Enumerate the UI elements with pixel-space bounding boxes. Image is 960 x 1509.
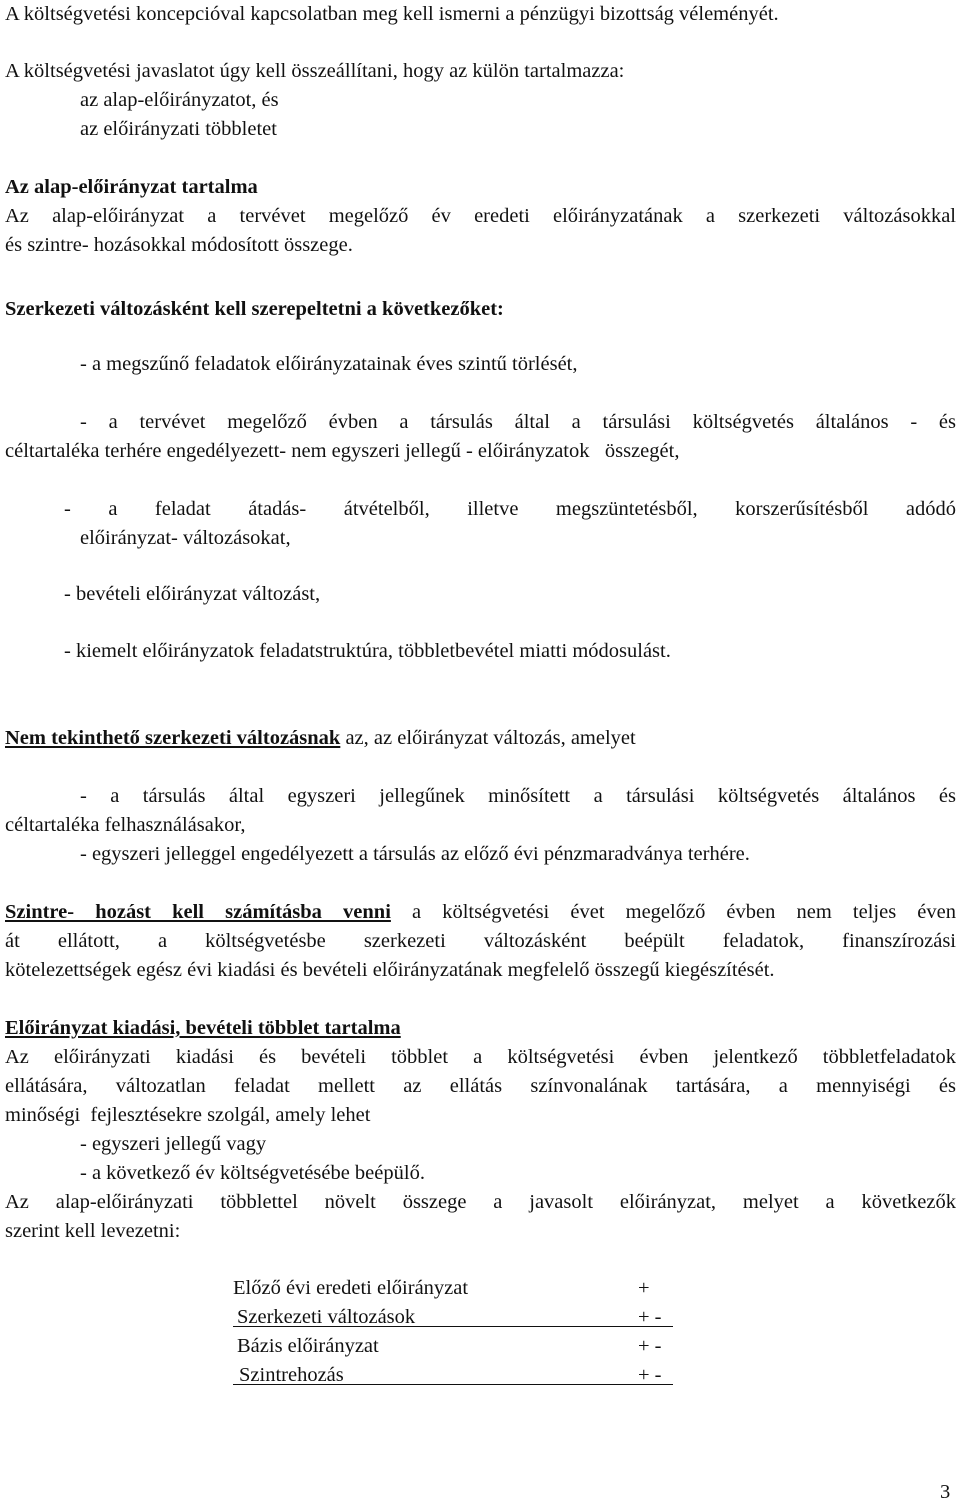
list-item: - a társulás által egyszeri jellegűnek minősített a társulási költségvetés általános és [80, 785, 956, 807]
calc-row-label: Szintrehozás [239, 1364, 344, 1386]
paragraph-line: Az előirányzati kiadási és bevételi többlet a költségvetési évben jelentkező többletfeladatok [5, 1046, 956, 1068]
calc-row-label: Szerkezeti változások [237, 1306, 416, 1328]
calc-row [233, 1332, 673, 1361]
list-item: - a következő év költségvetésébe beépülő. [80, 1162, 425, 1184]
calc-row [233, 1361, 673, 1385]
paragraph-line: át ellátott, a költségvetésbe szerkezeti változásként beépült feladatok, finanszírozási [5, 930, 956, 952]
calc-row-sign: + - [638, 1364, 662, 1386]
calc-row [233, 1303, 673, 1327]
list-item-continuation: előirányzat- változásokat, [80, 527, 291, 549]
non-structural-change-text: az, az előirányzat változás, amelyet [340, 727, 636, 749]
section-heading-base-appropriation: Az alap-előirányzat tartalma [5, 176, 258, 198]
calc-row-label: Bázis előirányzat [237, 1335, 379, 1357]
list-item: - a feladat átadás- átvételből, illetve megszüntetésből, korszerűsítésből adódó [64, 498, 956, 520]
leveling-text: a költségvetési évet megelőző évben nem teljes éven [390, 901, 956, 923]
leveling-heading: Szintre- hozást kell számításba venni [5, 901, 391, 923]
calc-row-sign: + - [638, 1306, 662, 1328]
budget-proposal-line: A költségvetési javaslatot úgy kell összeállítani, hogy az külön tartalmazza: [5, 60, 625, 82]
list-item-continuation: céltartaléka felhasználásakor, [5, 814, 246, 836]
paragraph-line: ellátására, változatlan feladat mellett az ellátás színvonalának tartására, a mennyiségi és [5, 1075, 956, 1097]
list-item: - egyszeri jelleggel engedélyezett a társulás az előző évi pénzmaradványa terhére. [80, 843, 750, 865]
calc-row-sign: + - [638, 1335, 662, 1357]
list-item: - a megszűnő feladatok előirányzatainak éves szintű törlését, [80, 353, 578, 375]
intro-line: A költségvetési koncepcióval kapcsolatban meg kell ismerni a pénzügyi bizottság véleményét. [5, 3, 779, 25]
calc-row [233, 1274, 673, 1303]
list-item-continuation: céltartaléka terhére engedélyezett- nem egyszeri jellegű - előirányzatok összegét, [5, 440, 680, 462]
list-item: az alap-előirányzatot, és [80, 89, 279, 111]
paragraph-line: Az alap-előirányzat a tervévet megelőző év eredeti előirányzatának a szerkezeti változásokkal [5, 205, 956, 227]
paragraph-line: Az alap-előirányzati többlettel növelt összege a javasolt előirányzat, melyet a következők [5, 1191, 956, 1213]
non-structural-change-line [5, 724, 636, 753]
page-number: 3 [940, 1481, 951, 1503]
paragraph-line: minőségi fejlesztésekre szolgál, amely lehet [5, 1104, 371, 1126]
section-heading-surplus: Előirányzat kiadási, bevételi többlet tartalma [5, 1017, 401, 1039]
paragraph-line: kötelezettségek egész évi kiadási és bevételi előirányzatának megfelelő összegű kiegészítését. [5, 959, 775, 981]
section-heading-structural-changes: Szerkezeti változásként kell szerepeltetni a következőket: [5, 298, 504, 320]
list-item: - bevételi előirányzat változást, [64, 583, 321, 605]
paragraph-line: szerint kell levezetni: [5, 1220, 181, 1242]
list-item: - egyszeri jellegű vagy [80, 1133, 267, 1155]
calc-row-sign: + [638, 1277, 650, 1299]
paragraph-line: és szintre- hozásokkal módosított összege. [5, 234, 353, 256]
list-item: - a tervévet megelőző évben a társulás által a társulási költségvetés általános - és [80, 411, 956, 433]
list-item: az előirányzati többletet [80, 118, 277, 140]
list-item: - kiemelt előirányzatok feladatstruktúra, többletbevétel miatti módosulást. [64, 640, 671, 662]
leveling-line [5, 898, 956, 927]
non-structural-change-heading: Nem tekinthető szerkezeti változásnak [5, 727, 341, 749]
calc-row-label: Előző évi eredeti előirányzat [233, 1277, 469, 1299]
